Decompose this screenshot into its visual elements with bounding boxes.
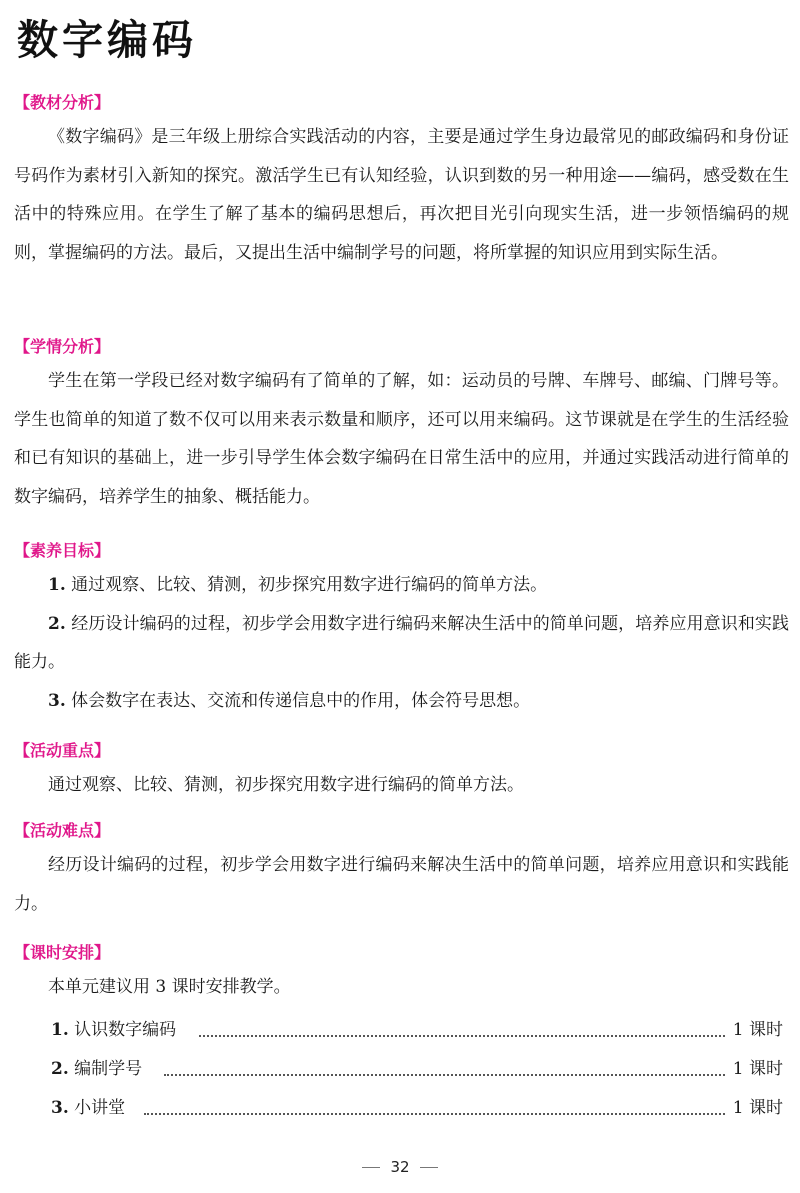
footer-dash-left	[362, 1167, 380, 1168]
schedule-row	[14, 1046, 789, 1085]
section-paragraph: 《数字编码》是三年级上册综合实践活动的内容，主要是通过学生身边最常见的邮政编码和身份证号码作为素材引入新知的探究。激活学生已有认知经验，认识到数的另一种用途——编码，感受数在生活中的特殊应用。在学生了解了基本的编码思想后，再次把目光引向现实生活，进一步领悟编码的规则，掌握编码的方法。最后，又提出生活中编制学号的问题，将所掌握的知识应用到实际生活。	[14, 127, 789, 263]
goal-item	[14, 605, 789, 682]
schedule-hours: 1 课时	[727, 1015, 783, 1040]
schedule-lesson	[51, 1015, 182, 1040]
schedule-hours: 1 课时	[727, 1093, 783, 1118]
goal-item	[14, 682, 789, 721]
page-footer	[0, 1158, 800, 1176]
leader-dots	[144, 1093, 737, 1115]
section-label: 【活动重点】	[14, 741, 111, 760]
page-title: 数字编码	[17, 16, 197, 64]
schedule-number: 1.	[51, 1019, 69, 1040]
goal-text: 体会数字在表达、交流和传递信息中的作用，体会符号思想。	[71, 690, 531, 711]
section-label: 【课时安排】	[14, 943, 111, 962]
section-paragraph: 学生在第一学段已经对数字编码有了简单的了解，如：运动员的号牌、车牌号、邮编、门牌号等。学生也简单的知道了数不仅可以用来表示数量和顺序，还可以用来编码。这节课就是在学生的生活经验和已有知识的基础上，进一步引导学生体会数字编码在日常生活中的应用，并通过实践活动进行简单的数字编码，培养学生的抽象、概括能力。	[14, 371, 789, 507]
schedule-row	[14, 1085, 789, 1124]
schedule-lesson	[51, 1093, 131, 1118]
schedule-hours: 1 课时	[727, 1054, 783, 1079]
section-label: 【素养目标】	[14, 541, 111, 560]
footer-dash-right	[420, 1167, 438, 1168]
schedule-name: 认识数字编码	[74, 1019, 177, 1040]
goal-number: 3.	[48, 690, 66, 711]
section-student-analysis	[14, 336, 789, 516]
schedule-row	[14, 1007, 789, 1046]
goal-item	[14, 566, 789, 605]
schedule-number: 2.	[51, 1058, 69, 1079]
schedule-number: 3.	[51, 1097, 69, 1118]
goal-text: 通过观察、比较、猜测，初步探究用数字进行编码的简单方法。	[71, 575, 548, 595]
leader-dots	[164, 1054, 737, 1076]
page-number: 32	[390, 1158, 410, 1176]
leader-dots	[199, 1015, 737, 1037]
goal-number: 1.	[48, 575, 66, 595]
section-label: 【活动难点】	[14, 821, 111, 840]
section-literacy-goals	[14, 540, 789, 720]
section-label: 【学情分析】	[14, 337, 111, 356]
section-key-points	[14, 740, 789, 805]
goal-number: 2.	[48, 613, 66, 634]
schedule-name: 编制学号	[74, 1058, 143, 1079]
section-label: 【教材分析】	[14, 93, 111, 112]
schedule-name: 小讲堂	[74, 1097, 126, 1118]
section-difficult-points	[14, 820, 789, 923]
schedule-lesson	[51, 1054, 148, 1079]
section-textbook-analysis	[14, 92, 789, 272]
section-paragraph: 经历设计编码的过程，初步学会用数字进行编码来解决生活中的简单问题，培养应用意识和实践能力。	[14, 855, 789, 914]
section-paragraph: 通过观察、比较、猜测，初步探究用数字进行编码的简单方法。	[48, 775, 524, 795]
section-schedule	[14, 942, 789, 1124]
schedule-intro: 本单元建议用 3 课时安排教学。	[48, 977, 291, 997]
goal-text: 经历设计编码的过程，初步学会用数字进行编码来解决生活中的简单问题，培养应用意识和实践能力。	[14, 613, 790, 673]
